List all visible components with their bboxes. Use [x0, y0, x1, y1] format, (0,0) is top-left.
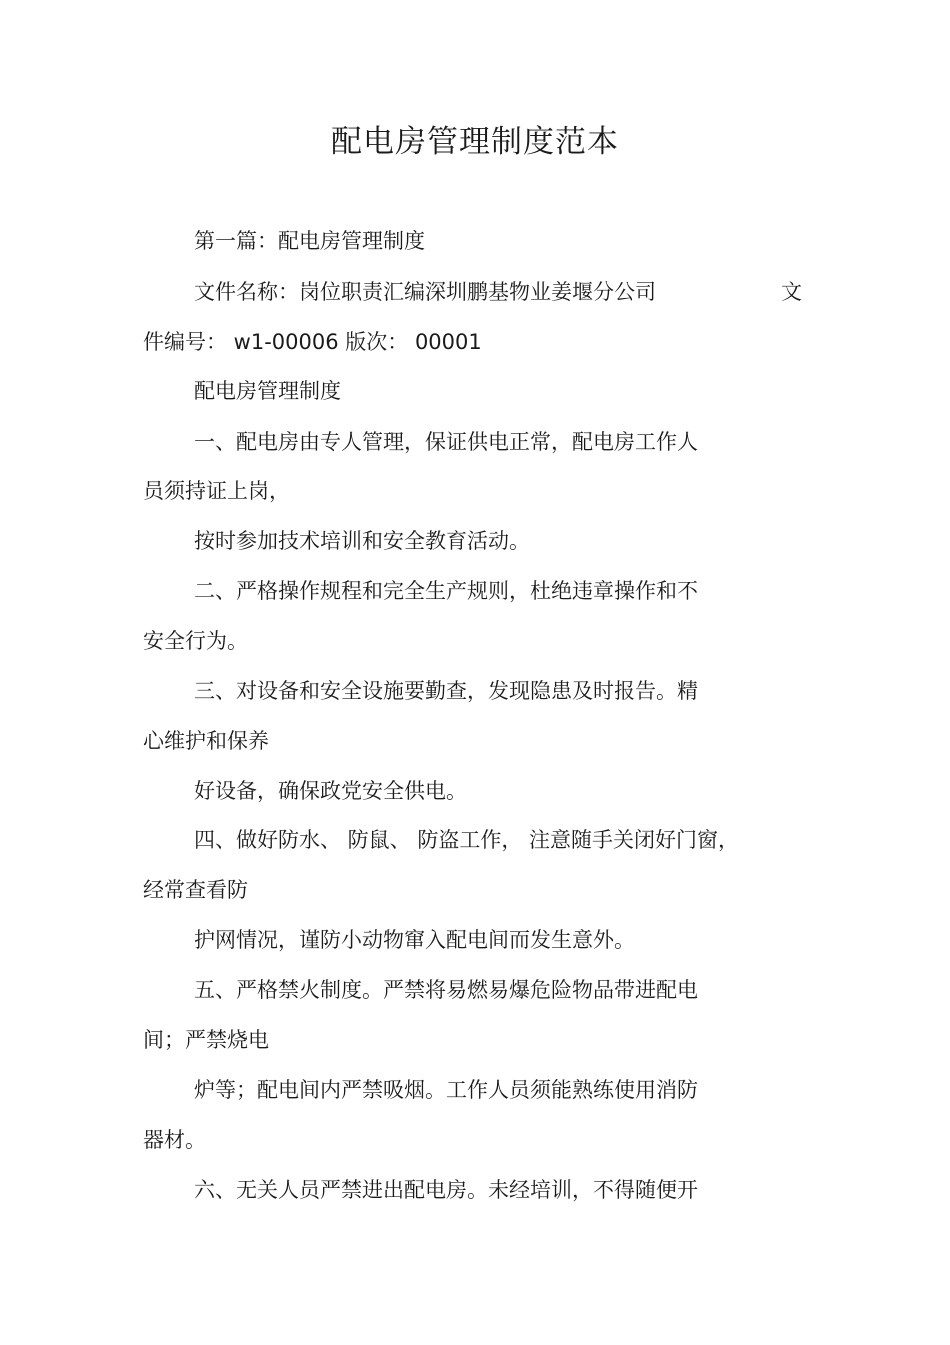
paragraph-line: 间；严禁烧电 [143, 1028, 269, 1052]
paragraph-line: 炉等；配电间内严禁吸烟。工作人员须能熟练使用消防 [194, 1078, 698, 1102]
paragraph-line: 一、配电房由专人管理，保证供电正常，配电房工作人 [194, 430, 698, 454]
file-number-line: 件编号： w1-00006 版次： 00001 [143, 330, 482, 354]
document-title: 配电房管理制度范本 [331, 124, 619, 160]
sub-heading: 配电房管理制度 [194, 379, 341, 403]
paragraph-line: 经常查看防 [143, 878, 248, 902]
paragraph-line: 员须持证上岗， [143, 479, 290, 503]
section-heading: 第一篇：配电房管理制度 [194, 229, 425, 253]
paragraph-line: 心维护和保养 [143, 729, 269, 753]
paragraph-line: 器材。 [143, 1128, 206, 1152]
file-name-line-tail: 文 [781, 280, 802, 304]
paragraph-line: 好设备，确保政党安全供电。 [194, 779, 467, 803]
paragraph-line: 安全行为。 [143, 629, 248, 653]
paragraph-line: 按时参加技术培训和安全教育活动。 [194, 529, 530, 553]
paragraph-line: 五、严格禁火制度。严禁将易燃易爆危险物品带进配电 [194, 978, 698, 1002]
paragraph-line: 二、严格操作规程和完全生产规则，杜绝违章操作和不 [194, 579, 698, 603]
file-name-line: 文件名称：岗位职责汇编深圳鹏基物业姜堰分公司 [194, 280, 656, 304]
paragraph-line: 护网情况，谨防小动物窜入配电间而发生意外。 [194, 928, 635, 952]
paragraph-line: 四、做好防水、 防鼠、 防盗工作， 注意随手关闭好门窗， [194, 828, 740, 852]
paragraph-line: 六、无关人员严禁进出配电房。未经培训，不得随便开 [194, 1178, 698, 1202]
paragraph-line: 三、对设备和安全设施要勤查，发现隐患及时报告。精 [194, 679, 698, 703]
